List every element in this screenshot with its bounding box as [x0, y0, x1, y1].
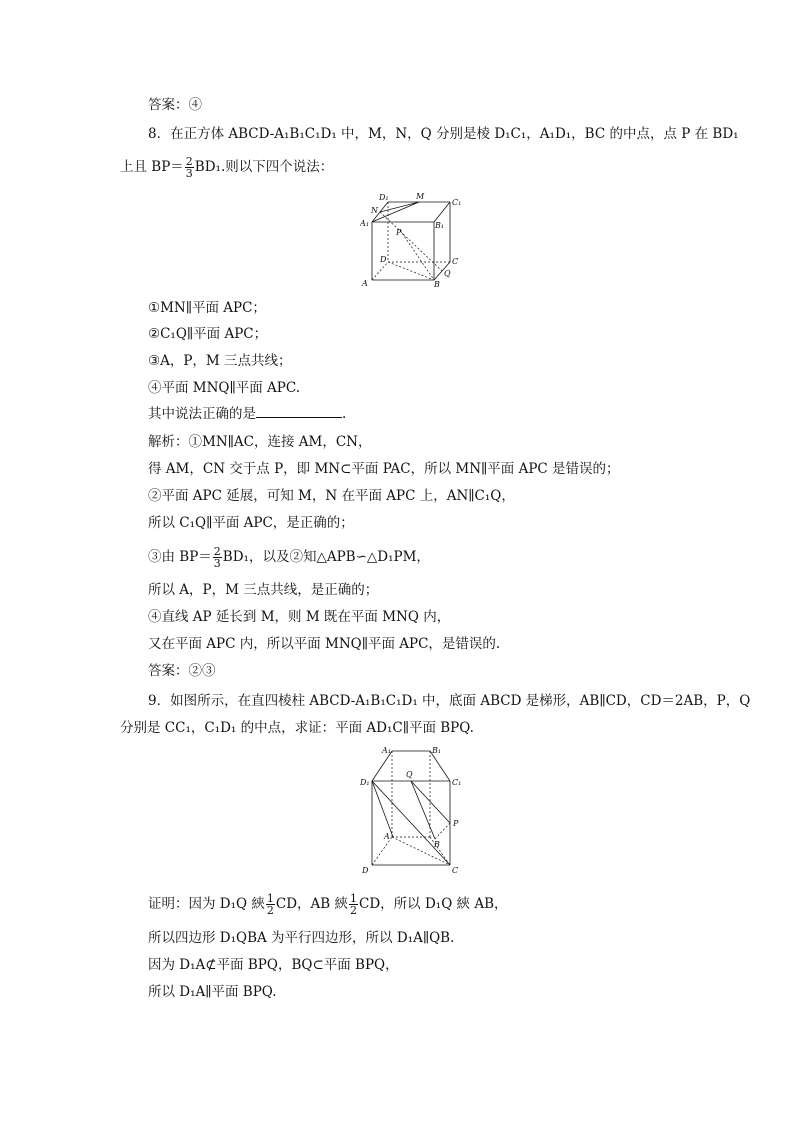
- q8-cube-figure: [360, 192, 466, 288]
- label-D1: D₁: [379, 193, 389, 202]
- answer-7: 答案：④: [148, 97, 202, 113]
- label-A: A: [362, 279, 368, 288]
- q8-analysis-4: 所以 C₁Q∥平面 APC，是正确的；: [148, 515, 354, 531]
- answer-blank: [256, 405, 342, 418]
- label-M: M: [416, 192, 425, 201]
- label-C: C: [452, 257, 459, 266]
- label-B: B: [434, 840, 440, 849]
- q8-prompt: 其中说法正确的是 .: [148, 406, 347, 422]
- q9-prism-figure: [360, 745, 470, 877]
- q8-option-2: ②C₁Q∥平面 APC；: [148, 326, 268, 342]
- label-D: D: [380, 255, 387, 264]
- q8-analysis-8: 又在平面 APC 内，所以平面 MNQ∥平面 APC，是错误的.: [148, 636, 501, 652]
- q9-proof-4: 所以 D₁A∥平面 BPQ.: [148, 984, 277, 1000]
- label-D1: D₁: [360, 778, 370, 787]
- q8-answer: 答案：②③: [148, 663, 216, 679]
- q9-fraction-1: $\frac{1}{2}$: [266, 892, 274, 917]
- q9-figure-labels: [360, 746, 461, 875]
- q9-statement-line2: 分别是 CC₁，C₁D₁ 的中点，求证：平面 AD₁C∥平面 BPQ.: [120, 720, 474, 736]
- q9-proof-1: 证明：因为 D₁Q 綊 $\frac{1}{2}$ CD，AB 綊 $\frac{1}{2}$ CD，所以 D₁Q 綊 AB，: [148, 892, 508, 917]
- label-N: N: [371, 206, 378, 215]
- label-C1: C₁: [452, 198, 462, 207]
- label-Q: Q: [444, 269, 451, 278]
- q8-statement-line2: [120, 156, 333, 179]
- label-A1: A₁: [382, 746, 391, 755]
- q9-statement-line1: 9．如图所示，在直四棱柱 ABCD-A₁B₁C₁D₁ 中，底面 ABCD 是梯形，AB∥CD，CD＝2AB，P，Q: [148, 693, 751, 709]
- label-P: P: [396, 228, 402, 237]
- label-C: C: [452, 866, 459, 875]
- label-A1: A₁: [360, 219, 369, 228]
- q8-analysis-fraction: $\frac{2}{3}$: [213, 545, 221, 570]
- q8-analysis-5: ③由 BP＝ $\frac{2}{3}$ BD₁，以及②知△APB∽△D₁PM，: [148, 545, 430, 570]
- label-A: A: [384, 832, 390, 841]
- q8-analysis-6: 所以 A，P，M 三点共线，是正确的；: [148, 582, 379, 598]
- label-B1: B₁: [432, 746, 442, 755]
- q8-line2-pre: 上且 BP＝: [120, 159, 184, 175]
- q9-fraction-2: $\frac{1}{2}$: [350, 892, 358, 917]
- label-Q: Q: [406, 770, 413, 779]
- label-C1: C₁: [452, 778, 462, 787]
- q8-option-3: ③A，P，M 三点共线；: [148, 353, 292, 369]
- label-D: D: [362, 866, 369, 875]
- q9-proof-3: 因为 D₁A⊄平面 BPQ，BQ⊂平面 BPQ，: [148, 957, 399, 973]
- label-B: B: [434, 280, 440, 288]
- label-B1: B₁: [435, 221, 445, 230]
- q8-analysis-1: 解析：①MN∥AC，连接 AM，CN，: [148, 434, 372, 450]
- q8-analysis-7: ④直线 AP 延长到 M，则 M 既在平面 MNQ 内，: [148, 609, 451, 625]
- q9-proof-2: 所以四边形 D₁QBA 为平行四边形，所以 D₁A∥QB.: [148, 930, 455, 946]
- q8-option-1: ①MN∥平面 APC；: [148, 300, 266, 316]
- label-P: P: [453, 819, 459, 828]
- q8-fraction: $\frac{2}{3}$: [185, 155, 193, 180]
- q8-statement-line1: 8．在正方体 ABCD-A₁B₁C₁D₁ 中，M，N，Q 分别是棱 D₁C₁，A₁D₁，BC 的中点，点 P 在 BD₁: [148, 126, 739, 142]
- q8-analysis-2: 得 AM，CN 交于点 P，即 MN⊂平面 PAC，所以 MN∥平面 APC 是错误的；: [148, 461, 620, 477]
- q8-line2-post: BD₁.则以下四个说法：: [194, 159, 334, 175]
- q8-option-4: ④平面 MNQ∥平面 APC.: [148, 380, 300, 396]
- q8-analysis-3: ②平面 APC 延展，可知 M，N 在平面 APC 上，AN∥C₁Q，: [148, 488, 515, 504]
